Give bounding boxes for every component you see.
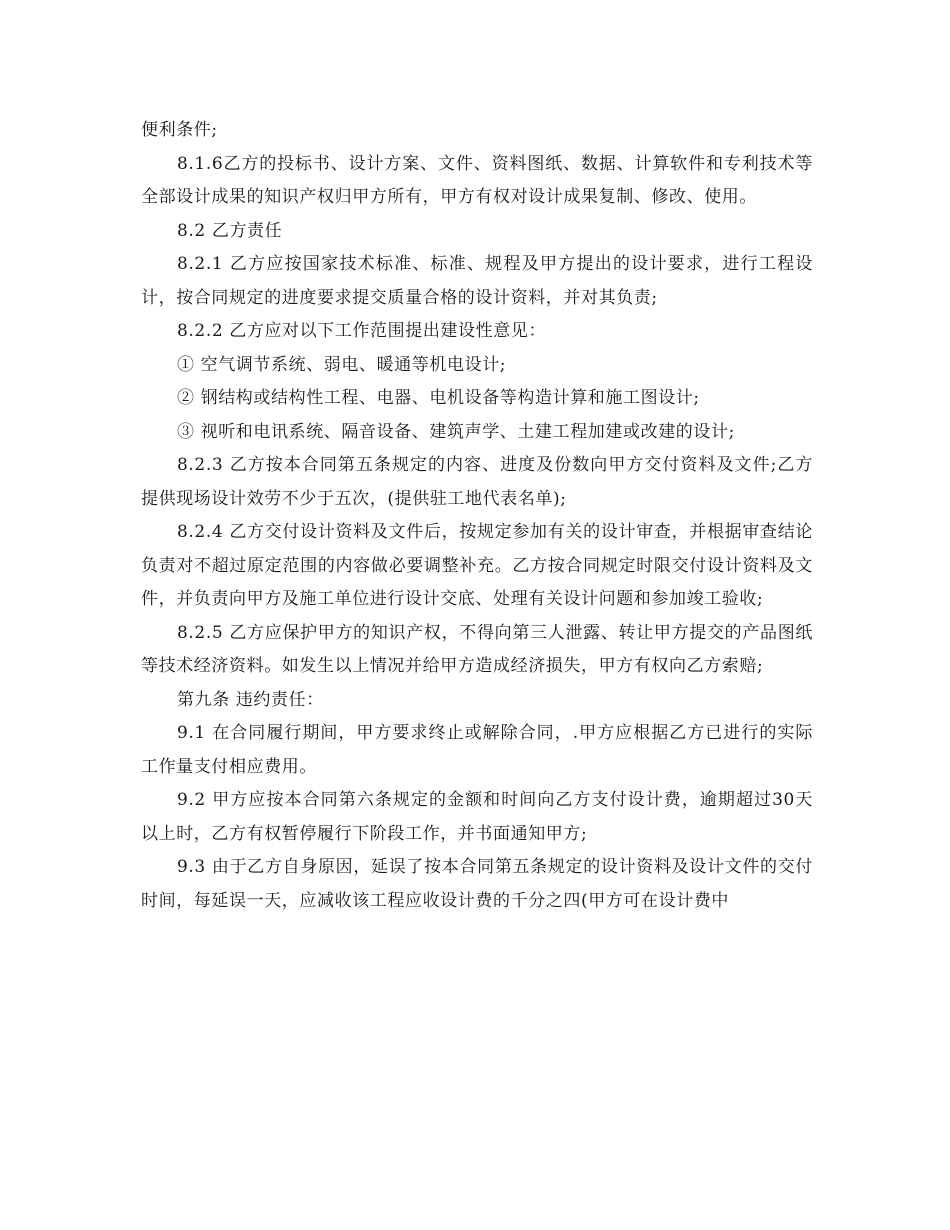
paragraph-8-2-4: 8.2.4 乙方交付设计资料及文件后，按规定参加有关的设计审查，并根据审查结论负责对不超过原定范围的内容做必要调整补充。乙方按合同规定时限交付设计资料及文件，并负责向甲方及施工单位进行设计交底、处理有关设计问题和参加竣工验收; [141, 522, 813, 609]
list-item-1: ① 空气调节系统、弱电、暖通等机电设计; [177, 354, 507, 375]
section-heading-article-9: 第九条 违约责任： [177, 689, 324, 710]
paragraph-9-2: 9.2 甲方应按本合同第六条规定的金额和时间向乙方支付设计费，逾期超过30天以上时，乙方有权暂停履行下阶段工作，并书面通知甲方; [141, 790, 813, 844]
section-heading-8-2: 8.2 乙方责任 [177, 220, 283, 241]
paragraph-8-2-3: 8.2.3 乙方按本合同第五条规定的内容、进度及份数向甲方交付资料及文件;乙方提供现场设计效劳不少于五次，(提供驻工地代表名单); [141, 455, 813, 509]
paragraph-8-2-1: 8.2.1 乙方应按国家技术标准、标准、规程及甲方提出的设计要求，进行工程设计，按合同规定的进度要求提交质量合格的设计资料，并对其负责; [141, 254, 813, 308]
list-item-3: ③ 视听和电讯系统、隔音设备、建筑声学、土建工程加建或改建的设计; [177, 421, 735, 442]
paragraph-convenience-conditions: 便利条件; [141, 120, 218, 140]
list-item-2: ② 钢结构或结构性工程、电器、电机设备等构造计算和施工图设计; [177, 388, 700, 408]
paragraph-8-1-6: 8.1.6乙方的投标书、设计方案、文件、资料图纸、数据、计算软件和专利技术等全部设计成果的知识产权归甲方所有，甲方有权对设计成果复制、修改、使用。 [141, 153, 813, 207]
paragraph-9-1: 9.1 在合同履行期间，甲方要求终止或解除合同，.甲方应根据乙方已进行的实际工作量支付相应费用。 [141, 723, 813, 777]
paragraph-8-2-5: 8.2.5 乙方应保护甲方的知识产权，不得向第三人泄露、转让甲方提交的产品图纸等技术经济资料。如发生以上情况并给甲方造成经济损失，甲方有权向乙方索赔; [141, 622, 813, 676]
paragraph-8-2-2: 8.2.2 乙方应对以下工作范围提出建设性意见： [177, 321, 547, 341]
paragraph-9-3: 9.3 由于乙方自身原因，延误了按本合同第五条规定的设计资料及设计文件的交付时间，每延误一天，应减收该工程应收设计费的千分之四(甲方可在设计费中 [141, 857, 813, 911]
document-body [141, 114, 813, 918]
